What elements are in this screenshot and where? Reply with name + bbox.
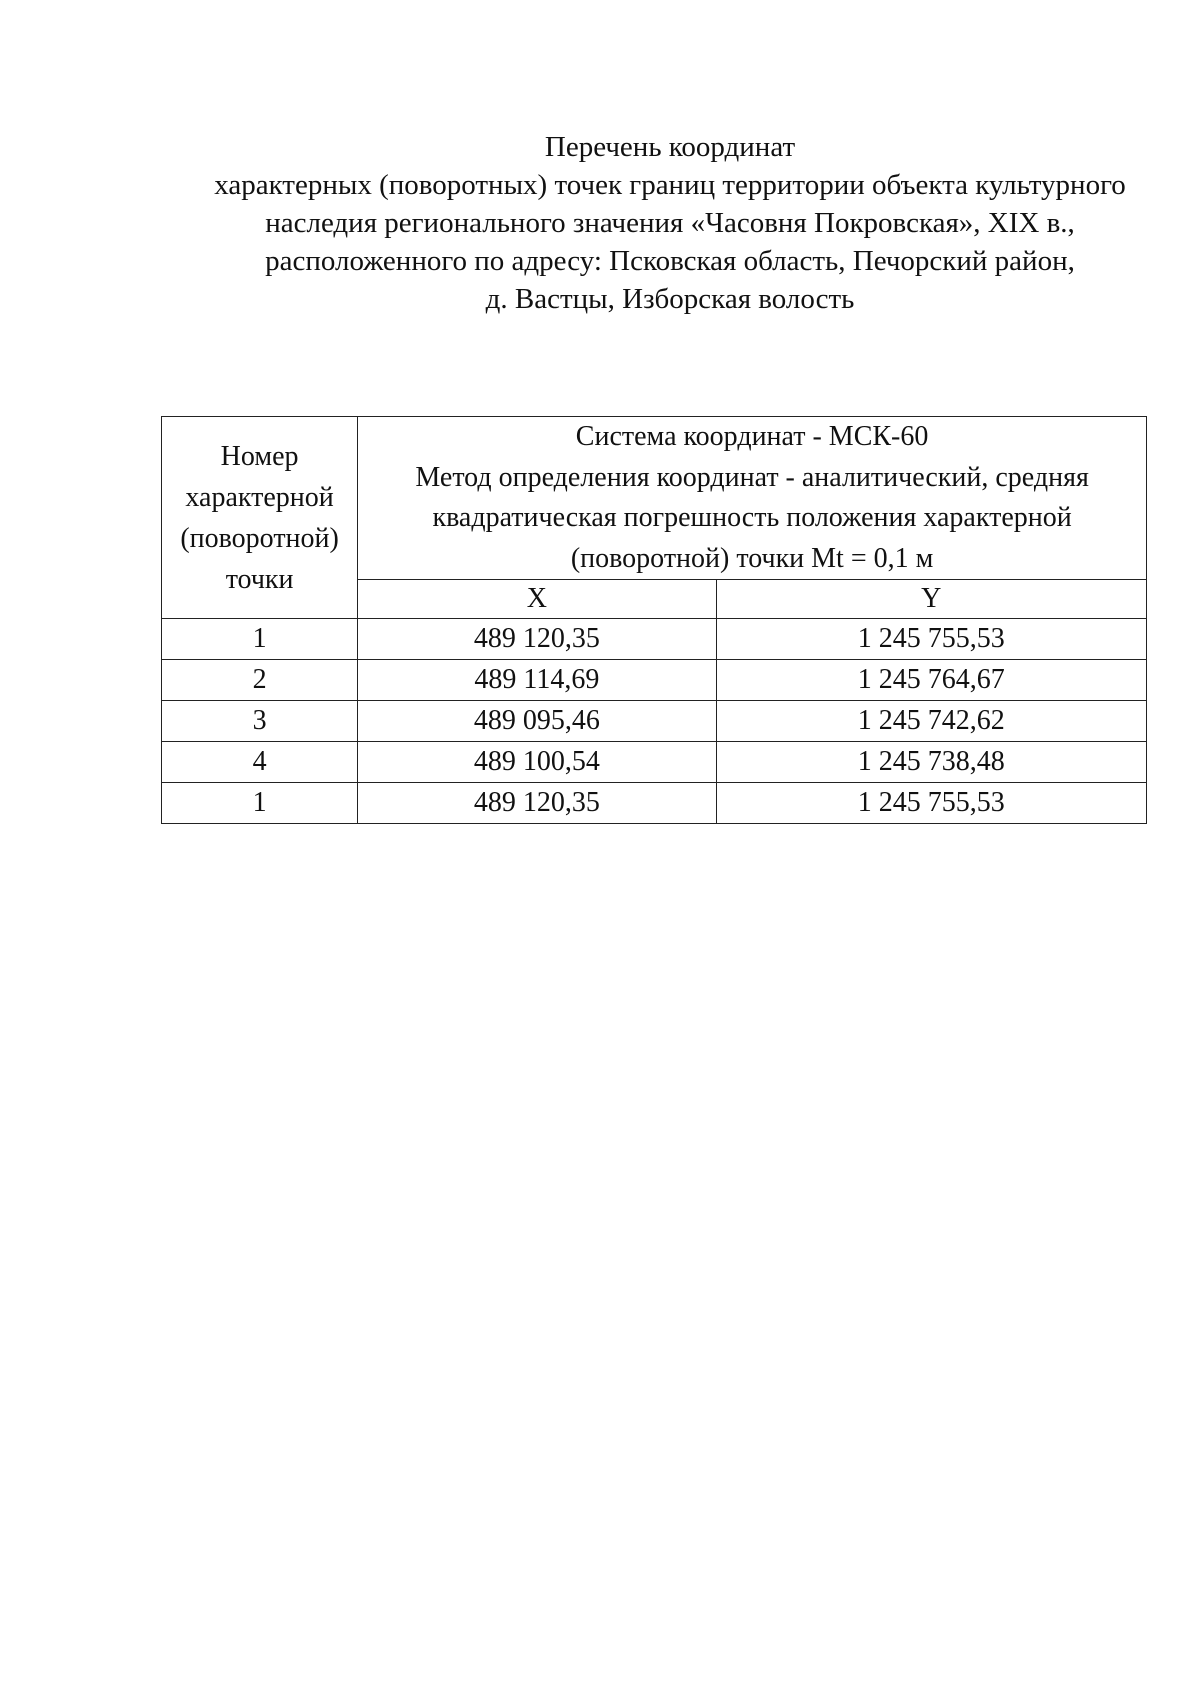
- header-line: точки: [225, 563, 294, 595]
- title-line: наследия регионального значения «Часовня Покровская», XIX в.,: [265, 207, 1075, 239]
- x-coordinate-cell: 489 120,35: [358, 783, 716, 824]
- x-coordinate-cell: 489 120,35: [358, 619, 716, 660]
- point-number-cell: 4: [162, 742, 358, 783]
- table-row: [162, 783, 1147, 824]
- header-line: (поворотной): [180, 522, 339, 554]
- table-row: [162, 742, 1147, 783]
- x-coordinate-cell: 489 100,54: [358, 742, 716, 783]
- point-number-cell: 1: [162, 619, 358, 660]
- point-number-cell: 3: [162, 701, 358, 742]
- point-number-cell: 2: [162, 660, 358, 701]
- table-row: [162, 619, 1147, 660]
- title-line: характерных (поворотных) точек границ территории объекта культурного: [214, 169, 1126, 201]
- title-line: Перечень координат: [544, 131, 796, 163]
- point-number-header: [162, 417, 358, 619]
- table-row: [162, 660, 1147, 701]
- header-line: (поворотной) точки Mt = 0,1 м: [570, 542, 934, 574]
- table-row: [162, 701, 1147, 742]
- x-coordinate-cell: 489 095,46: [358, 701, 716, 742]
- y-coordinate-cell: 1 245 738,48: [716, 742, 1146, 783]
- title-line: д. Вастцы, Изборская волость: [485, 283, 855, 315]
- coordinate-system-header: [358, 417, 1147, 580]
- header-line: характерной: [185, 481, 334, 513]
- header-line: Метод определения координат - аналитический, средняя: [415, 461, 1089, 493]
- header-line: Номер: [220, 440, 299, 472]
- y-coordinate-cell: 1 245 755,53: [716, 619, 1146, 660]
- x-column-header: X: [358, 580, 716, 619]
- document-title: [100, 128, 1200, 318]
- y-coordinate-cell: 1 245 764,67: [716, 660, 1146, 701]
- coordinates-table: [161, 416, 1147, 824]
- y-coordinate-cell: 1 245 742,62: [716, 701, 1146, 742]
- y-column-header: Y: [716, 580, 1146, 619]
- header-line: квадратическая погрешность положения характерной: [432, 502, 1072, 533]
- header-line: Система координат - МСК-60: [575, 421, 929, 452]
- title-line: расположенного по адресу: Псковская область, Печорский район,: [265, 245, 1075, 277]
- point-number-cell: 1: [162, 783, 358, 824]
- x-coordinate-cell: 489 114,69: [358, 660, 716, 701]
- table-header-row: [162, 417, 1147, 580]
- y-coordinate-cell: 1 245 755,53: [716, 783, 1146, 824]
